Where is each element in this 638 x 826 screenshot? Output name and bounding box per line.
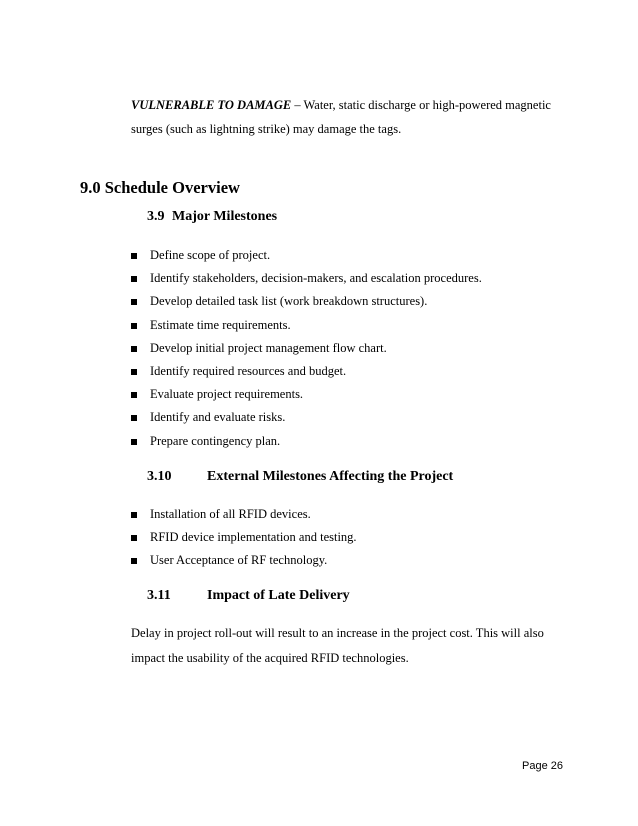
square-bullet-icon [131, 299, 137, 305]
vulnerability-text: – Water, static discharge or high-powered magnetic surges (such as lightning strike) may damage the tags. [131, 98, 551, 136]
list-item: Identify and evaluate risks. [131, 406, 482, 429]
external-milestones-heading [147, 469, 454, 485]
list-item: Estimate time requirements. [131, 314, 482, 337]
major-milestones-list [131, 244, 482, 453]
section-title: 9.0 Schedule Overview [80, 178, 240, 197]
list-item: Identify required resources and budget. [131, 360, 482, 383]
late-delivery-paragraph: Delay in project roll-out will result to an increase in the project cost. This will also impact the usability of the acquired RFID technologies. [131, 626, 544, 665]
major-milestones-heading [147, 209, 277, 225]
square-bullet-icon [131, 535, 137, 541]
list-item: Define scope of project. [131, 244, 482, 267]
major-milestones-title: Major Milestones [172, 209, 278, 224]
page-number: Page 26 [522, 760, 563, 772]
list-item: Evaluate project requirements. [131, 383, 482, 406]
list-item: Identify stakeholders, decision-makers, and escalation procedures. [131, 267, 482, 290]
list-item: Develop initial project management flow chart. [131, 337, 482, 360]
major-milestones-number: 3.9 [147, 209, 165, 224]
late-delivery-number: 3.11 [147, 588, 171, 603]
list-item: Prepare contingency plan. [131, 430, 482, 453]
list-item: User Acceptance of RF technology. [131, 549, 357, 572]
square-bullet-icon [131, 323, 137, 329]
square-bullet-icon [131, 369, 137, 375]
late-delivery-heading [147, 588, 350, 604]
external-milestones-title: External Milestones Affecting the Project [207, 469, 454, 484]
square-bullet-icon [131, 253, 137, 259]
square-bullet-icon [131, 512, 137, 518]
square-bullet-icon [131, 558, 137, 564]
square-bullet-icon [131, 439, 137, 445]
list-item: Develop detailed task list (work breakdown structures). [131, 290, 482, 313]
vulnerability-paragraph [131, 93, 571, 141]
square-bullet-icon [131, 392, 137, 398]
square-bullet-icon [131, 415, 137, 421]
external-milestones-number: 3.10 [147, 469, 172, 484]
late-delivery-title: Impact of Late Delivery [207, 588, 350, 603]
square-bullet-icon [131, 276, 137, 282]
list-item: RFID device implementation and testing. [131, 526, 357, 549]
external-milestones-list [131, 503, 357, 573]
vulnerability-term: VULNERABLE TO DAMAGE [131, 98, 292, 112]
square-bullet-icon [131, 346, 137, 352]
list-item: Installation of all RFID devices. [131, 503, 357, 526]
